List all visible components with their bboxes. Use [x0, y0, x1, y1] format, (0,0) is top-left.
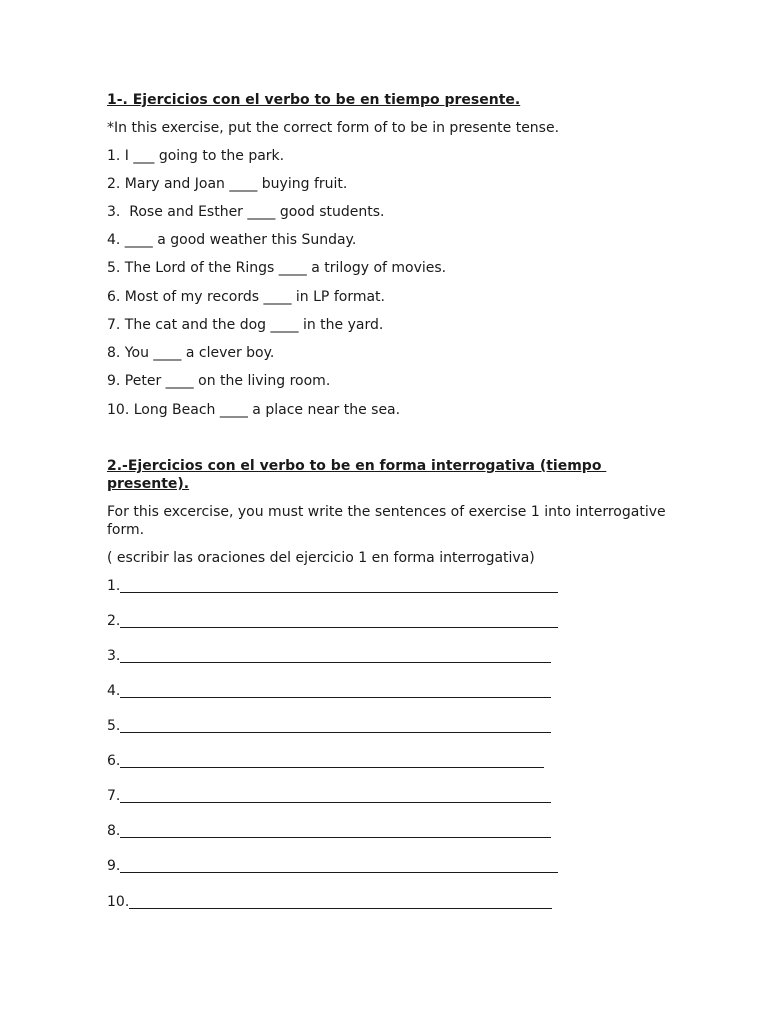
answer-line-9[interactable]: [107, 857, 558, 875]
answer-blank[interactable]: [120, 648, 551, 663]
answer-blank[interactable]: [129, 894, 552, 909]
answer-line-8[interactable]: [107, 822, 551, 840]
answer-blank[interactable]: [120, 718, 551, 733]
answer-line-number: 3.: [107, 648, 121, 664]
answer-blank[interactable]: [120, 578, 558, 593]
section-1-instruction: *In this exercise, put the correct form of to be in presente tense.: [107, 120, 560, 136]
answer-line-7[interactable]: [107, 787, 551, 805]
exercise-item-7: 7. The cat and the dog ____ in the yard.: [107, 317, 384, 333]
section-2-heading: 2.-Ejercicios con el verbo to be en forma interrogativa (tiempo presente).: [107, 458, 607, 492]
answer-line-5[interactable]: [107, 717, 551, 735]
answer-line-1[interactable]: [107, 577, 558, 595]
answer-line-6[interactable]: [107, 752, 544, 770]
answer-line-2[interactable]: [107, 612, 558, 630]
exercise-item-5: 5. The Lord of the Rings ____ a trilogy of movies.: [107, 260, 447, 276]
answer-blank[interactable]: [120, 788, 551, 803]
answer-line-number: 1.: [107, 578, 121, 594]
exercise-item-10: 10. Long Beach ____ a place near the sea.: [107, 402, 401, 418]
answer-blank[interactable]: [120, 613, 558, 628]
answer-blank[interactable]: [120, 683, 551, 698]
exercise-item-6: 6. Most of my records ____ in LP format.: [107, 289, 385, 305]
section-2-note: ( escribir las oraciones del ejercicio 1 en forma interrogativa): [107, 550, 535, 566]
answer-blank[interactable]: [120, 823, 551, 838]
exercise-item-1: 1. I ___ going to the park.: [107, 148, 285, 164]
answer-line-number: 9.: [107, 858, 121, 874]
exercise-item-2: 2. Mary and Joan ____ buying fruit.: [107, 176, 348, 192]
exercise-item-8: 8. You ____ a clever boy.: [107, 345, 275, 361]
answer-line-number: 5.: [107, 718, 121, 734]
section-2-instruction: For this excercise, you must write the sentences of exercise 1 into interrogative form.: [107, 504, 666, 538]
answer-line-4[interactable]: [107, 682, 551, 700]
exercise-item-9: 9. Peter ____ on the living room.: [107, 373, 331, 389]
answer-blank[interactable]: [120, 753, 544, 768]
answer-blank[interactable]: [120, 858, 558, 873]
section-1-heading: 1-. Ejercicios con el verbo to be en tiempo presente.: [107, 92, 521, 108]
answer-line-number: 8.: [107, 823, 121, 839]
answer-line-number: 6.: [107, 753, 121, 769]
exercise-item-3: 3. Rose and Esther ____ good students.: [107, 204, 385, 220]
answer-line-10[interactable]: [107, 893, 552, 911]
answer-line-number: 2.: [107, 613, 121, 629]
answer-line-3[interactable]: [107, 647, 551, 665]
exercise-item-4: 4. ____ a good weather this Sunday.: [107, 232, 357, 248]
answer-line-number: 4.: [107, 683, 121, 699]
answer-line-number: 10.: [107, 894, 130, 910]
answer-line-number: 7.: [107, 788, 121, 804]
